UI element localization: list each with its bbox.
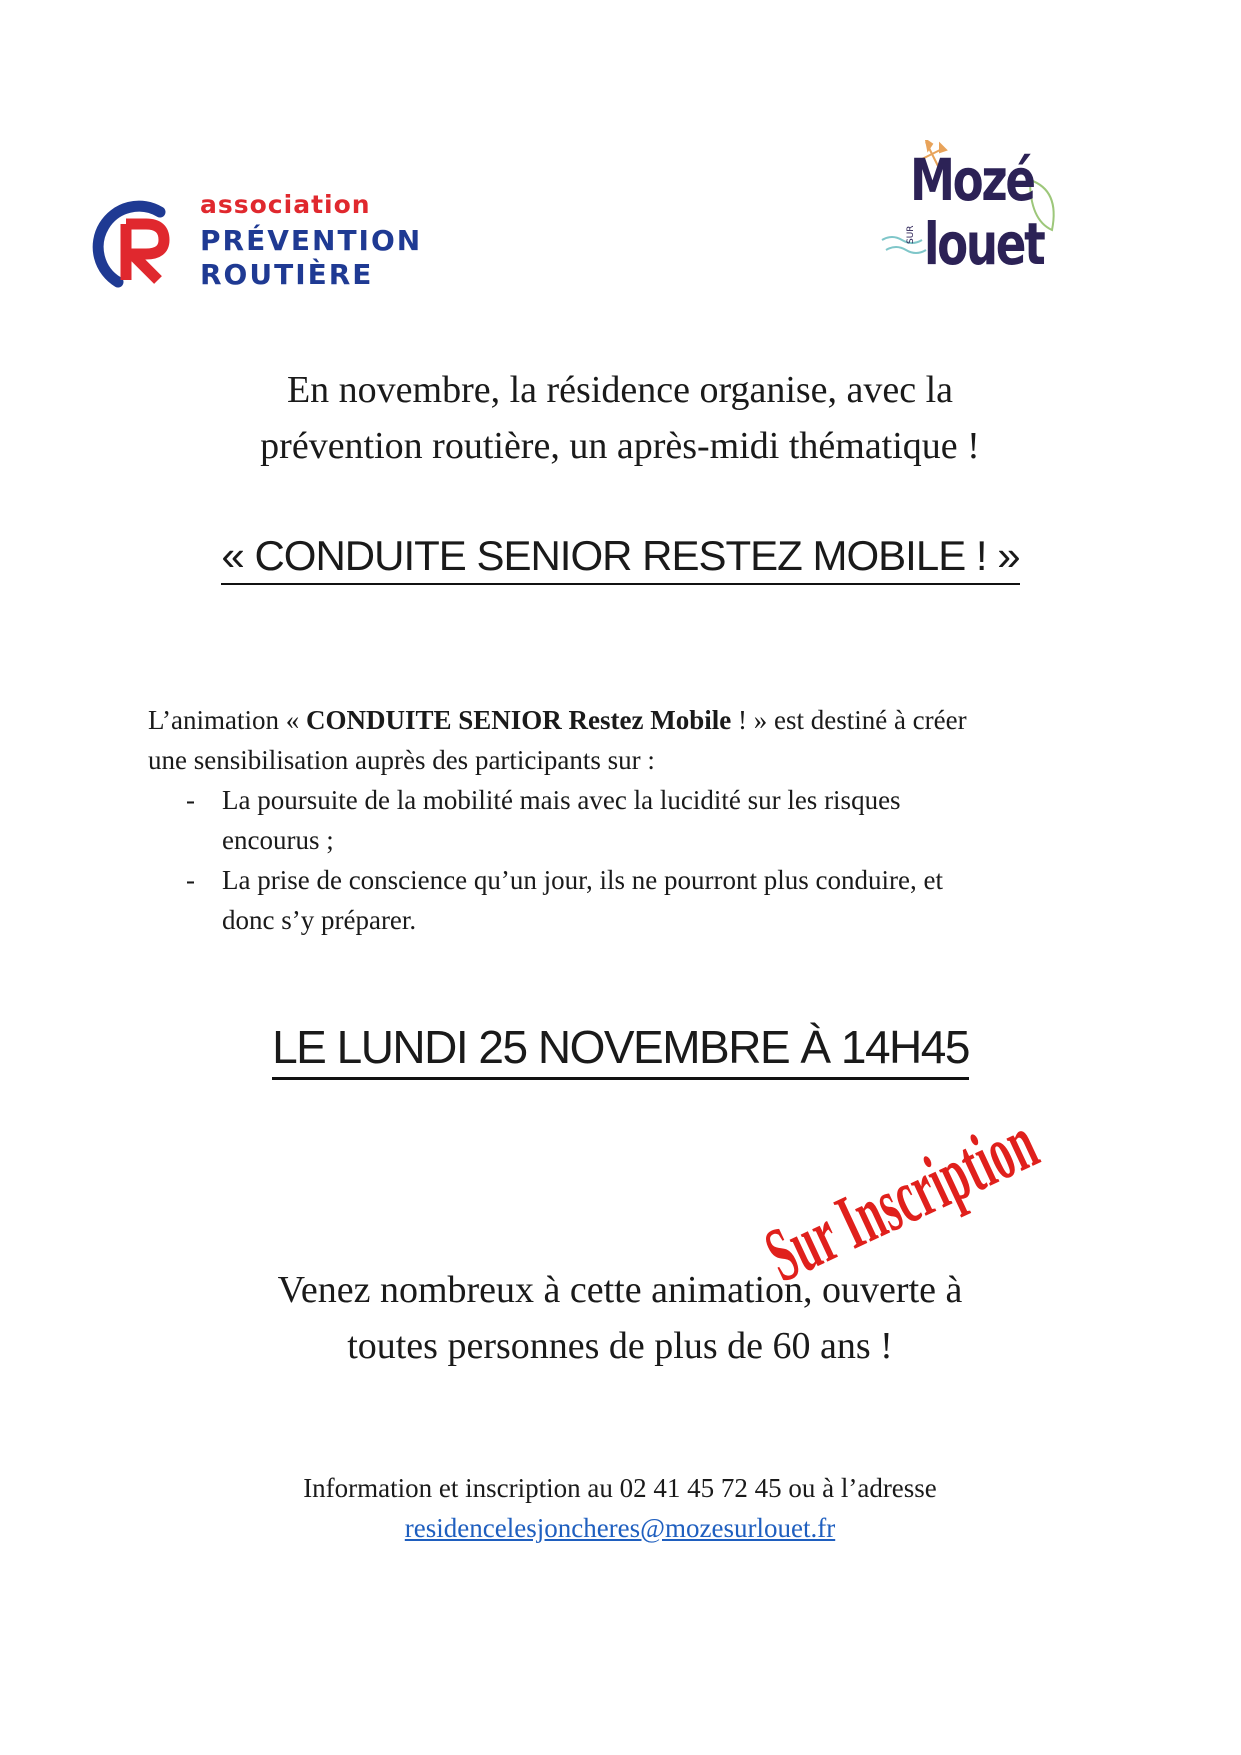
description-section (148, 700, 1108, 940)
bullet-dash: - (186, 785, 195, 815)
contact-line: Information et inscription au 02 41 45 72 45 ou à l’adresse (303, 1473, 937, 1503)
logo-moze-text: Mozé (910, 146, 1034, 214)
bullet-line: donc s’y préparer. (222, 905, 417, 935)
intro-line-2: prévention routière, un après-midi thématique ! (260, 425, 980, 467)
bullet-line: encourus ; (222, 825, 334, 855)
invitation-paragraph (120, 1262, 1120, 1374)
event-date (0, 1020, 1241, 1074)
description-bold: CONDUITE SENIOR Restez Mobile (305, 705, 732, 735)
contact-info (120, 1468, 1120, 1548)
registration-stamp: Sur Inscription (752, 1097, 1050, 1299)
logo-routiere-text: ROUTIÈRE (200, 258, 374, 291)
description-suffix: ! » est destiné à créer (731, 705, 967, 735)
moze-sur-louet-logo (880, 140, 1070, 300)
prevention-routiere-logo (88, 190, 468, 300)
event-date-text: LE LUNDI 25 NOVEMBRE À 14H45 (272, 1021, 969, 1080)
prevention-routiere-emblem-icon (88, 194, 188, 294)
logo-louet-text: louet (924, 210, 1044, 278)
description-prefix: L’animation « (148, 705, 306, 735)
bullet-item (148, 860, 1108, 940)
contact-email-link[interactable]: residencelesjoncheres@mozesurlouet.fr (404, 1513, 836, 1543)
logo-sur-text: SUR (906, 225, 916, 244)
event-title-text: « CONDUITE SENIOR RESTEZ MOBILE ! » (221, 532, 1019, 585)
description-bullet-list (148, 780, 1108, 940)
bullet-item (148, 780, 1108, 860)
bullet-line: La prise de conscience qu’un jour, ils ne pourront plus conduire, et (222, 865, 943, 895)
invitation-line-1: Venez nombreux à cette animation, ouverte à (277, 1269, 963, 1311)
logo-prevention-text: PRÉVENTION (200, 224, 423, 257)
invitation-line-2: toutes personnes de plus de 60 ans ! (347, 1325, 893, 1367)
intro-line-1: En novembre, la résidence organise, avec la (286, 369, 954, 411)
description-line-2: une sensibilisation auprès des participants sur : (148, 745, 655, 775)
logo-association-text: association (200, 190, 371, 219)
bullet-line: La poursuite de la mobilité mais avec la lucidité sur les risques (222, 785, 901, 815)
intro-paragraph (120, 362, 1120, 474)
event-title (0, 532, 1241, 580)
description-line-1 (148, 700, 1108, 740)
bullet-dash: - (186, 865, 195, 895)
